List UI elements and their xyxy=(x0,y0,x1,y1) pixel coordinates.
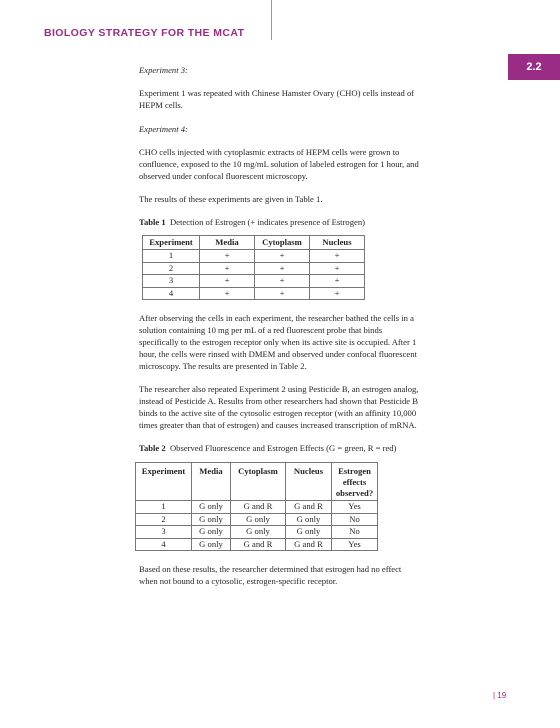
table-cell: G only xyxy=(286,513,332,526)
table-cell: 3 xyxy=(143,275,200,288)
table-2-header-row xyxy=(136,463,378,501)
table-cell: + xyxy=(255,250,310,263)
table-1 xyxy=(142,235,365,300)
table-row xyxy=(143,275,365,288)
table-cell: + xyxy=(200,262,255,275)
table-cell: G and R xyxy=(286,538,332,551)
table-2-caption-text: Observed Fluorescence and Estrogen Effects (G = green, R = red) xyxy=(169,443,397,453)
table-1-header-cell: Cytoplasm xyxy=(255,236,310,250)
table-cell: G only xyxy=(192,513,231,526)
paragraph-probe: After observing the cells in each experiment, the researcher bathed the cells in a solution containing 10 mg per mL of a red fluorescent probe that binds specifically to the estrogen receptor only when its active site is occupied. After 1 hour, the cells were rinsed with DMEM and observed under confocal fluorescent microscopy. The results are presented in Table 2. xyxy=(139,313,417,371)
table-row xyxy=(136,526,378,539)
page-number: | 19 xyxy=(493,691,507,700)
table-cell: G and R xyxy=(231,538,286,551)
table-1-header-cell: Nucleus xyxy=(310,236,365,250)
table-cell: + xyxy=(310,250,365,263)
table-cell: Yes xyxy=(332,538,378,551)
table-cell: 2 xyxy=(143,262,200,275)
paragraph-pesticide-b: The researcher also repeated Experiment 2 using Pesticide B, an estrogen analog, instead of Pesticide A. Results from other researchers had shown that Pesticide B binds to the active site of the cytosolic estrogen receptor (with an affinity 10,000 times greater than that of estrogen) and causes increased transcription of mRNA. xyxy=(139,384,419,430)
table-cell: 2 xyxy=(136,513,192,526)
table-cell: G only xyxy=(286,526,332,539)
table-row xyxy=(136,513,378,526)
table-cell: G only xyxy=(192,538,231,551)
table-1-header-cell: Media xyxy=(200,236,255,250)
table-2-caption xyxy=(139,442,419,454)
table-cell: Yes xyxy=(332,501,378,514)
table-cell: G only xyxy=(192,501,231,514)
running-header-title: BIOLOGY STRATEGY FOR THE MCAT xyxy=(44,27,245,39)
table-2-header-cell: Estrogen effects observed? xyxy=(332,463,378,501)
table-cell: 3 xyxy=(136,526,192,539)
page-body xyxy=(139,64,419,587)
table-cell: + xyxy=(200,275,255,288)
experiment-3-text: Experiment 1 was repeated with Chinese Hamster Ovary (CHO) cells instead of HEPM cells. xyxy=(139,88,415,110)
table-cell: + xyxy=(255,287,310,300)
table-cell: No xyxy=(332,526,378,539)
table-1-label: Table 1 xyxy=(139,217,166,227)
conclusion-paragraph: Based on these results, the researcher determined that estrogen had no effect when not bound to a cytosolic, estrogen-specific receptor. xyxy=(139,564,402,586)
table-cell: G only xyxy=(231,513,286,526)
table-cell: + xyxy=(310,287,365,300)
experiment-3-heading: Experiment 3: xyxy=(139,65,188,75)
table-row xyxy=(143,287,365,300)
table-2-header-cell: Cytoplasm xyxy=(231,463,286,501)
table-1-header-row xyxy=(143,236,365,250)
table-cell: 1 xyxy=(143,250,200,263)
experiment-4-heading: Experiment 4: xyxy=(139,124,188,134)
table-1-caption-text: Detection of Estrogen (+ indicates presence of Estrogen) xyxy=(169,217,365,227)
table-cell: + xyxy=(255,275,310,288)
table-cell: 1 xyxy=(136,501,192,514)
table-cell: + xyxy=(200,250,255,263)
results-intro: The results of these experiments are given in Table 1. xyxy=(139,194,323,204)
table-row xyxy=(136,538,378,551)
table-cell: + xyxy=(200,287,255,300)
table-cell: G only xyxy=(231,526,286,539)
experiment-4-text: CHO cells injected with cytoplasmic extracts of HEPM cells were grown to confluence, exposed to the 10 mg/mL solution of labeled estrogen for 1 hour, and observed under confocal fluorescent microscopy. xyxy=(139,147,419,181)
table-2-header-cell: Nucleus xyxy=(286,463,332,501)
table-2-header-cell: Experiment xyxy=(136,463,192,501)
table-2 xyxy=(135,462,378,551)
table-cell: No xyxy=(332,513,378,526)
section-number-badge: 2.2 xyxy=(508,54,560,80)
table-2-header-cell: Media xyxy=(192,463,231,501)
table-cell: G and R xyxy=(231,501,286,514)
table-cell: + xyxy=(310,275,365,288)
table-row xyxy=(143,262,365,275)
table-cell: G only xyxy=(192,526,231,539)
table-cell: + xyxy=(255,262,310,275)
table-1-caption xyxy=(139,216,419,228)
header-divider xyxy=(271,0,272,40)
table-1-header-cell: Experiment xyxy=(143,236,200,250)
table-cell: + xyxy=(310,262,365,275)
table-cell: 4 xyxy=(143,287,200,300)
table-cell: 4 xyxy=(136,538,192,551)
table-2-label: Table 2 xyxy=(139,443,166,453)
table-cell: G and R xyxy=(286,501,332,514)
table-row xyxy=(143,250,365,263)
table-row xyxy=(136,501,378,514)
